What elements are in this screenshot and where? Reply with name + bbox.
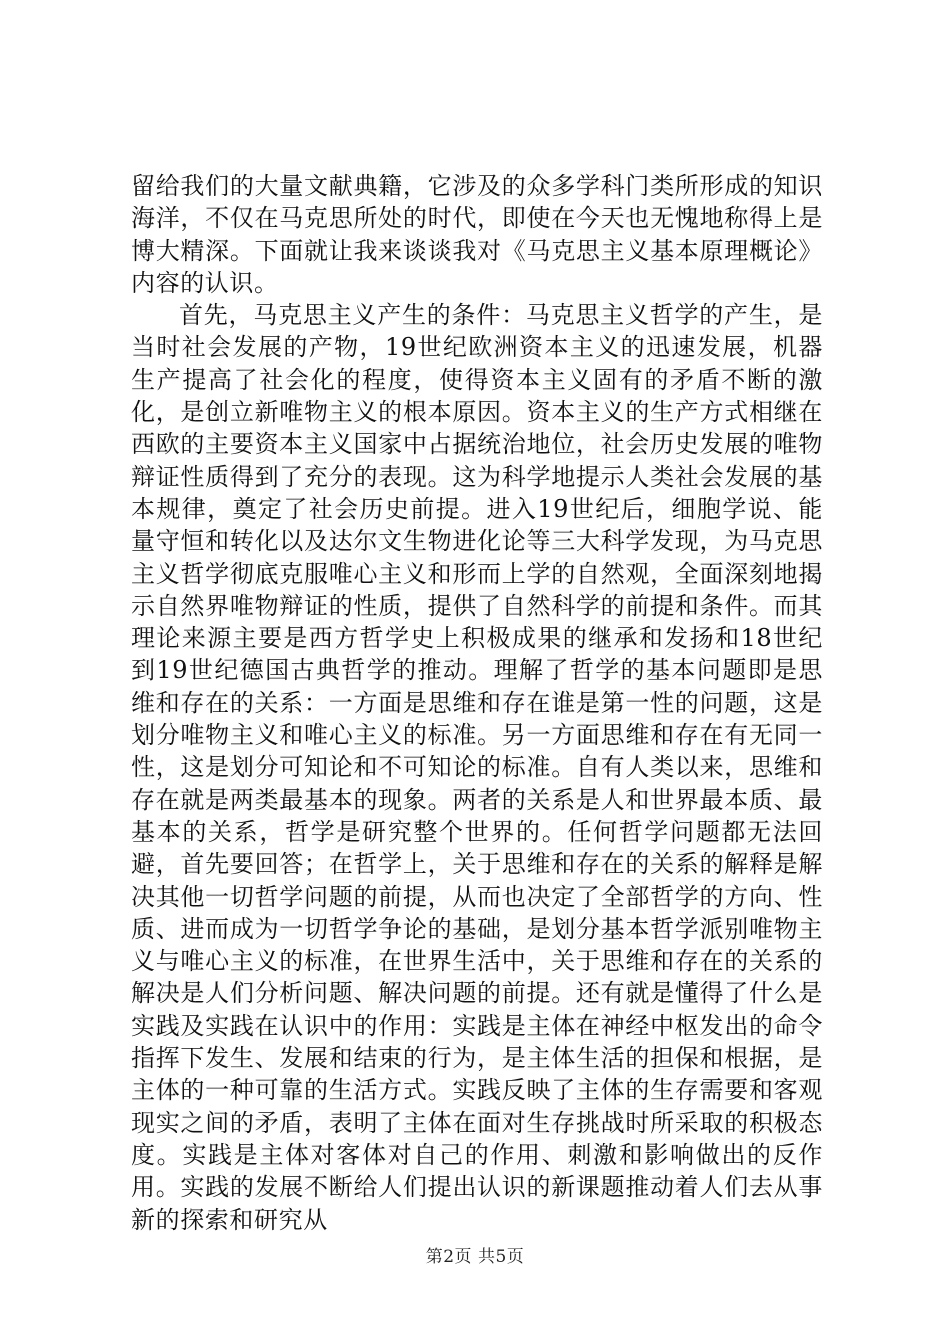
paragraph-1: 留给我们的大量文献典籍，它涉及的众多学科门类所形成的知识海洋，不仅在马克思所处的时代，即使在今天也无愧地称得上是博大精深。下面就让我来谈谈我对《马克思主义基本原理概论》内容的认识。 [131, 172, 823, 297]
paragraph-2: 首先，马克思主义产生的条件：马克思主义哲学的产生，是当时社会发展的产物，19世纪欧洲资本主义的迅速发展，机器生产提高了社会化的程度，使得资本主义固有的矛盾不断的激化，是创立新唯物主义的根本原因。资本主义的生产方式相继在西欧的主要资本主义国家中占据统治地位，社会历史发展的唯物辩证性质得到了充分的表现。这为科学地提示人类社会发展的基本规律，奠定了社会历史前提。进入19世纪后，细胞学说、能量守恒和转化以及达尔文生物进化论等三大科学发现，为马克思主义哲学彻底克服唯心主义和形而上学的自然观，全面深刻地揭示自然界唯物辩证的性质，提供了自然科学的前提和条件。而其理论来源主要是西方哲学史上积极成果的继承和发扬和18世纪到19世纪德国古典哲学的推动。理解了哲学的基本问题即是思维和存在的关系：一方面是思维和存在谁是第一性的问题，这是划分唯物主义和唯心主义的标准。另一方面思维和存在有无同一性，这是划分可知论和不可知论的标准。自有人类以来，思维和存在就是两类最基本的现象。两者的关系是人和世界最本质、最基本的关系，哲学是研究整个世界的。任何哲学问题都无法回避，首先要回答；在哲学上，关于思维和存在的关系的解释是解决其他一切哲学问题的前提，从而也决定了全部哲学的方向、性质、进而成为一切哲学争论的基础，是划分基本哲学派别唯物主义与唯心主义的标准，在世界生活中，关于思维和存在的关系的解决是人们分析问题、解决问题的前提。还有就是懂得了什么是实践及实践在认识中的作用：实践是主体在神经中枢发出的命令指挥下发生、发展和结束的行为，是主体生活的担保和根据，是主体的一种可靠的生活方式。实践反映了主体的生存需要和客观现实之间的矛盾，表明了主体在面对生存挑战时所采取的积极态度。实践是主体对客体对自己的作用、刺激和影响做出的反作用。实践的发展不断给人们提出认识的新课题推动着人们去从事新的探索和研究从 [131, 301, 823, 1234]
body-text [131, 170, 823, 1236]
page-footer: 第2页 共5页 [425, 1247, 525, 1267]
